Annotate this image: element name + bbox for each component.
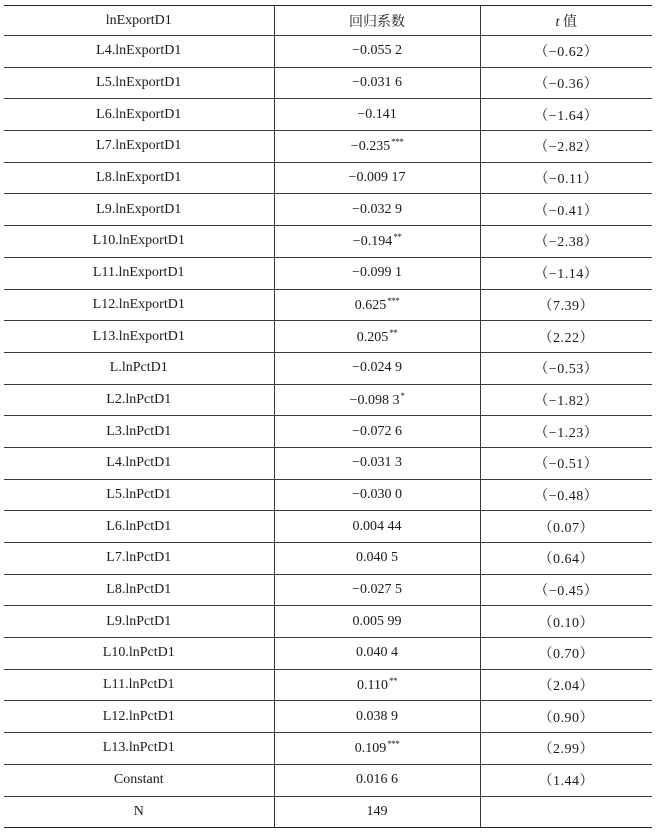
t-value-cell: （−0.11） xyxy=(480,162,652,194)
coefficient-cell xyxy=(274,638,480,670)
coefficient-cell xyxy=(274,352,480,384)
t-value-cell: （−0.62） xyxy=(480,36,652,68)
coefficient-value: 149 xyxy=(366,803,388,819)
table-row xyxy=(4,606,652,638)
coefficient-value: −0.027 5 xyxy=(352,582,402,598)
coefficient-cell xyxy=(274,733,480,765)
coefficient-cell xyxy=(274,479,480,511)
t-value-cell: （−0.45） xyxy=(480,574,652,606)
t-value-cell: （0.90） xyxy=(480,701,652,733)
coefficient-cell xyxy=(274,669,480,701)
variable-cell: L4.lnPctD1 xyxy=(4,447,274,479)
coefficient-cell xyxy=(274,321,480,353)
coefficient-value: −0.099 1 xyxy=(352,265,402,281)
table-row xyxy=(4,226,652,258)
coefficient-cell xyxy=(274,67,480,99)
table-row xyxy=(4,638,652,670)
coefficient-value: 0.040 4 xyxy=(356,645,398,661)
variable-cell: L7.lnPctD1 xyxy=(4,543,274,575)
t-value-cell: （2.99） xyxy=(480,733,652,765)
coefficient-cell xyxy=(274,701,480,733)
coefficient-value: 0.016 6 xyxy=(356,772,398,788)
significance-stars: ** xyxy=(393,232,402,243)
table-row xyxy=(4,384,652,416)
t-value-cell: （−0.48） xyxy=(480,479,652,511)
coefficient-cell xyxy=(274,257,480,289)
coefficient-cell xyxy=(274,131,480,163)
t-value-cell: （0.70） xyxy=(480,638,652,670)
t-value-cell: （−0.53） xyxy=(480,352,652,384)
coefficient-value: −0.194 xyxy=(352,234,393,250)
table-row xyxy=(4,416,652,448)
variable-cell: L9.lnExportD1 xyxy=(4,194,274,226)
variable-cell: L3.lnPctD1 xyxy=(4,416,274,448)
t-value-cell: （−2.38） xyxy=(480,226,652,258)
t-value-cell: （−0.41） xyxy=(480,194,652,226)
significance-stars: *** xyxy=(391,137,404,148)
table-row xyxy=(4,36,652,68)
significance-stars: *** xyxy=(387,295,400,306)
table-row xyxy=(4,321,652,353)
table-row xyxy=(4,352,652,384)
coefficient-cell xyxy=(274,543,480,575)
coefficient-value: −0.055 2 xyxy=(352,43,402,59)
table-row xyxy=(4,511,652,543)
header-t-label: 值 xyxy=(559,14,577,30)
header-t-value xyxy=(480,6,652,36)
coefficient-value: −0.031 6 xyxy=(352,75,402,91)
variable-cell: L4.lnExportD1 xyxy=(4,36,274,68)
coefficient-cell xyxy=(274,416,480,448)
table-row xyxy=(4,99,652,131)
variable-cell: L13.lnExportD1 xyxy=(4,321,274,353)
coefficient-value: 0.038 9 xyxy=(356,708,398,724)
table-row xyxy=(4,669,652,701)
t-value-cell: （−1.64） xyxy=(480,99,652,131)
coefficient-cell xyxy=(274,289,480,321)
coefficient-value: 0.004 44 xyxy=(352,518,402,534)
t-value-cell: （−0.51） xyxy=(480,447,652,479)
coefficient-value: −0.098 3 xyxy=(349,392,400,408)
table-row xyxy=(4,574,652,606)
coefficient-cell xyxy=(274,194,480,226)
variable-cell: L11.lnPctD1 xyxy=(4,669,274,701)
t-value-cell: （0.10） xyxy=(480,606,652,638)
variable-cell: L9.lnPctD1 xyxy=(4,606,274,638)
t-value-cell: （2.04） xyxy=(480,669,652,701)
coefficient-cell xyxy=(274,226,480,258)
t-value-cell xyxy=(480,796,652,828)
coefficient-cell xyxy=(274,447,480,479)
header-row xyxy=(4,6,652,36)
variable-cell: L7.lnExportD1 xyxy=(4,131,274,163)
variable-cell: L10.lnPctD1 xyxy=(4,638,274,670)
variable-cell: L5.lnExportD1 xyxy=(4,67,274,99)
coefficient-value: −0.072 6 xyxy=(352,423,402,439)
table-row xyxy=(4,733,652,765)
significance-stars: *** xyxy=(387,739,400,750)
table-row xyxy=(4,447,652,479)
t-value-cell: （−1.23） xyxy=(480,416,652,448)
variable-cell: L12.lnExportD1 xyxy=(4,289,274,321)
variable-cell: N xyxy=(4,796,274,828)
coefficient-cell xyxy=(274,764,480,796)
coefficient-value: 0.109 xyxy=(354,741,387,757)
variable-cell: L2.lnPctD1 xyxy=(4,384,274,416)
t-value-cell: （0.64） xyxy=(480,543,652,575)
significance-stars: ** xyxy=(388,676,397,687)
table-row xyxy=(4,131,652,163)
variable-cell: L10.lnExportD1 xyxy=(4,226,274,258)
table-row xyxy=(4,479,652,511)
coefficient-cell xyxy=(274,36,480,68)
table-row xyxy=(4,764,652,796)
coefficient-cell xyxy=(274,511,480,543)
t-value-cell: （1.44） xyxy=(480,764,652,796)
coefficient-cell xyxy=(274,574,480,606)
table-body xyxy=(4,36,652,828)
coefficient-value: 0.040 5 xyxy=(356,550,398,566)
variable-cell: L11.lnExportD1 xyxy=(4,257,274,289)
t-value-cell: （−1.82） xyxy=(480,384,652,416)
coefficient-value: 0.205 xyxy=(356,329,389,345)
coefficient-value: −0.009 17 xyxy=(348,170,406,186)
header-coefficient: 回归系数 xyxy=(274,6,480,36)
coefficient-cell xyxy=(274,162,480,194)
table-row xyxy=(4,796,652,828)
table-header xyxy=(4,6,652,36)
variable-cell: L5.lnPctD1 xyxy=(4,479,274,511)
t-value-cell: （0.07） xyxy=(480,511,652,543)
t-value-cell: （7.39） xyxy=(480,289,652,321)
coefficient-value: 0.110 xyxy=(357,678,388,694)
header-t-symbol: t xyxy=(555,14,560,30)
significance-stars: * xyxy=(400,390,405,401)
coefficient-cell xyxy=(274,606,480,638)
coefficient-cell xyxy=(274,99,480,131)
coefficient-value: −0.032 9 xyxy=(352,201,402,217)
table-row xyxy=(4,701,652,733)
coefficient-value: −0.235 xyxy=(350,139,391,155)
significance-stars: ** xyxy=(389,327,398,338)
coefficient-value: −0.024 9 xyxy=(352,360,402,376)
variable-cell: L13.lnPctD1 xyxy=(4,733,274,765)
variable-cell: L12.lnPctD1 xyxy=(4,701,274,733)
coefficient-value: −0.141 xyxy=(357,106,397,122)
variable-cell: L8.lnExportD1 xyxy=(4,162,274,194)
coefficient-cell xyxy=(274,796,480,828)
t-value-cell: （−0.36） xyxy=(480,67,652,99)
coefficient-value: −0.030 0 xyxy=(352,486,402,502)
coefficient-value: 0.005 99 xyxy=(352,613,402,629)
t-value-cell: （2.22） xyxy=(480,321,652,353)
t-value-cell: （−1.14） xyxy=(480,257,652,289)
regression-table xyxy=(4,5,652,828)
header-variable: lnExportD1 xyxy=(4,6,274,36)
t-value-cell: （−2.82） xyxy=(480,131,652,163)
table-row xyxy=(4,289,652,321)
coefficient-value: −0.031 3 xyxy=(352,455,402,471)
table-row xyxy=(4,67,652,99)
variable-cell: L8.lnPctD1 xyxy=(4,574,274,606)
coefficient-cell xyxy=(274,384,480,416)
coefficient-value: 0.625 xyxy=(354,297,387,313)
table-row xyxy=(4,257,652,289)
table-row xyxy=(4,194,652,226)
variable-cell: L6.lnPctD1 xyxy=(4,511,274,543)
table-row xyxy=(4,162,652,194)
table-row xyxy=(4,543,652,575)
variable-cell: Constant xyxy=(4,764,274,796)
variable-cell: L.lnPctD1 xyxy=(4,352,274,384)
variable-cell: L6.lnExportD1 xyxy=(4,99,274,131)
